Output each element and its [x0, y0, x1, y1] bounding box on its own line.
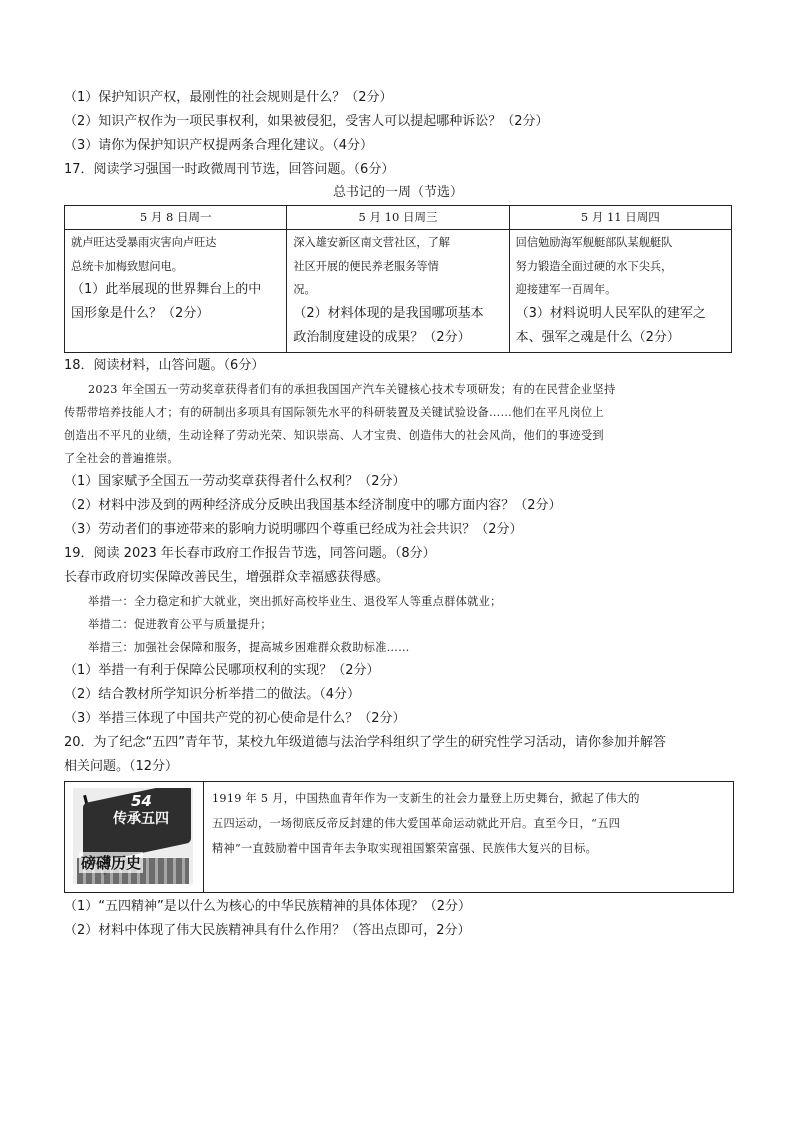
table-cell-thursday	[509, 230, 731, 353]
cell-question-line: （2）材料体现的是我国哪项基本	[293, 305, 484, 321]
cell-material-line: 迎接建军一百周年。	[515, 283, 617, 296]
q17-stem: 17．阅读学习强国一时政微周刊节选，回答问题。（6分）	[64, 162, 395, 177]
table-row	[65, 230, 732, 353]
cell-question-line: （1）此举展现的世界舞台上的中	[71, 282, 262, 297]
table-header-row	[65, 206, 732, 230]
q19-measure-3: 举措三：加强社会保障和服务，提高城乡困难群众救助标准……	[88, 641, 410, 654]
poster-flag-number: 54	[131, 792, 152, 810]
q19-measure-2: 举措二：促进教育公平与质量提升；	[88, 618, 272, 631]
q20-material-line: 1919 年 5 月，中国热血青年作为一支新生的社会力量登上历史舞台，掀起了伟大的	[212, 792, 640, 805]
q18-material-line: 2023 年全国五一劳动奖章获得者们有的承担我国国产汽车关键核心技术专项研发；有的在民营企业坚持	[88, 383, 616, 396]
table-head-monday: 5 月 8 日周一	[65, 206, 287, 230]
cell-question-line: 本、强军之魂是什么（2分）	[515, 329, 680, 345]
q18-material-line: 传帮带培养技能人才；有的研制出多项具有国际领先水平的科研装置及关键试验设备……他们在平凡岗位上	[64, 406, 604, 419]
q18-item-3: （3）劳动者们的事迹带来的影响力说明哪四个尊重已经成为社会共识？（2分）	[64, 522, 523, 537]
q20-text-cell	[204, 782, 733, 892]
q19-item-1: （1）举措一有利于保障公民哪项权利的实现？（2分）	[64, 663, 380, 678]
cell-material-line: 深入雄安新区南文营社区，了解	[293, 236, 450, 249]
table-head-thursday: 5 月 11 日周四	[509, 206, 731, 230]
q18-item-1: （1）国家赋予全国五一劳动奖章获得者什么权利？（2分）	[64, 474, 406, 489]
cell-material-line: 况。	[293, 283, 316, 296]
poster-caption: 磅礴历史	[81, 854, 142, 872]
q18-material-line: 了全社会的普遍推崇。	[64, 452, 179, 465]
q18-material-line: 创造出不平凡的业绩，生动诠释了劳动光荣、知识崇高、人才宝贵、创造伟大的社会风尚，他们的事迹受到	[64, 429, 604, 442]
may-fourth-poster-image	[73, 788, 193, 884]
cell-material-line: 努力锻造全面过硬的水下尖兵，	[515, 259, 673, 273]
q18-item-2: （2）材料中涉及到的两种经济成分反映出我国基本经济制度中的哪方面内容？（2分）	[64, 498, 562, 513]
cell-question-line: 国形象是什么？（2分）	[71, 306, 210, 321]
exam-page	[64, 86, 732, 943]
q16-item-3: （3）请你为保护知识产权提两条合理化建议。（4分）	[64, 138, 374, 153]
q20-material-line: 五四运动，一场彻底反帝反封建的伟大爱国革命运动就此开启。直至今日，“五四	[212, 817, 621, 830]
q19-measure-1: 举措一：全力稳定和扩大就业，突出抓好高校毕业生、退役军人等重点群体就业；	[88, 595, 502, 608]
q16-item-2: （2）知识产权作为一项民事权利，如果被侵犯，受害人可以提起哪种诉讼？（2分）	[64, 114, 549, 129]
table-cell-monday	[65, 230, 287, 353]
q20-item-1: （1）“五四精神”是以什么为核心的中华民族精神的具体体现？（2分）	[64, 899, 472, 914]
question-16-items	[64, 86, 732, 158]
cell-material-line: 就卢旺达受暴雨灾害向卢旺达	[71, 236, 217, 249]
q19-lead: 长春市政府切实保障改善民生，增强群众幸福感获得感。	[64, 570, 390, 585]
q17-week-table	[64, 205, 732, 353]
cell-material-line: 总统卡加梅致慰问电。	[71, 259, 183, 273]
cell-question-line: （3）材料说明人民军队的建军之	[515, 305, 706, 321]
q19-item-3: （3）举措三体现了中国共产党的初心使命是什么？（2分）	[64, 711, 406, 726]
q20-item-2: （2）材料中体现了伟大民族精神具有什么作用？（答出点即可，2分）	[64, 923, 471, 938]
q18-stem: 18．阅读材料，山答问题。（6分）	[64, 358, 265, 373]
table-head-wednesday: 5 月 10 日周三	[287, 206, 509, 230]
table-cell-wednesday	[287, 230, 509, 353]
q20-stem-line-2: 相关问题。（12分）	[64, 759, 179, 774]
q19-item-2: （2）结合教材所学知识分析举措二的做法。（4分）	[64, 687, 361, 702]
q17-table-title: 总书记的一周（节选）	[332, 185, 463, 200]
cell-material-line: 社区开展的便民养老服务等情	[293, 259, 439, 273]
q16-item-1: （1）保护知识产权，最刚性的社会规则是什么？（2分）	[64, 90, 393, 105]
q20-material-box	[64, 781, 734, 893]
q20-stem-line-1: 20．为了纪念“五四”青年节，某校九年级道德与法治学科组织了学生的研究性学习活动，请你参加并解答	[64, 735, 667, 750]
cell-material-line: 回信勉励海军舰艇部队某舰艇队	[515, 236, 673, 249]
poster-flag-text: 传承五四	[113, 811, 169, 827]
q19-stem: 19．阅读 2023 年长春市政府工作报告节选，同答问题。（8分）	[64, 546, 436, 561]
q20-material-line: 精神”一直鼓励着中国青年去争取实现祖国繁荣富强、民族伟大复兴的目标。	[212, 842, 598, 855]
cell-question-line: 政治制度建设的成果？（2分）	[293, 329, 471, 345]
q20-image-cell	[65, 782, 204, 892]
q18-material	[64, 378, 732, 470]
